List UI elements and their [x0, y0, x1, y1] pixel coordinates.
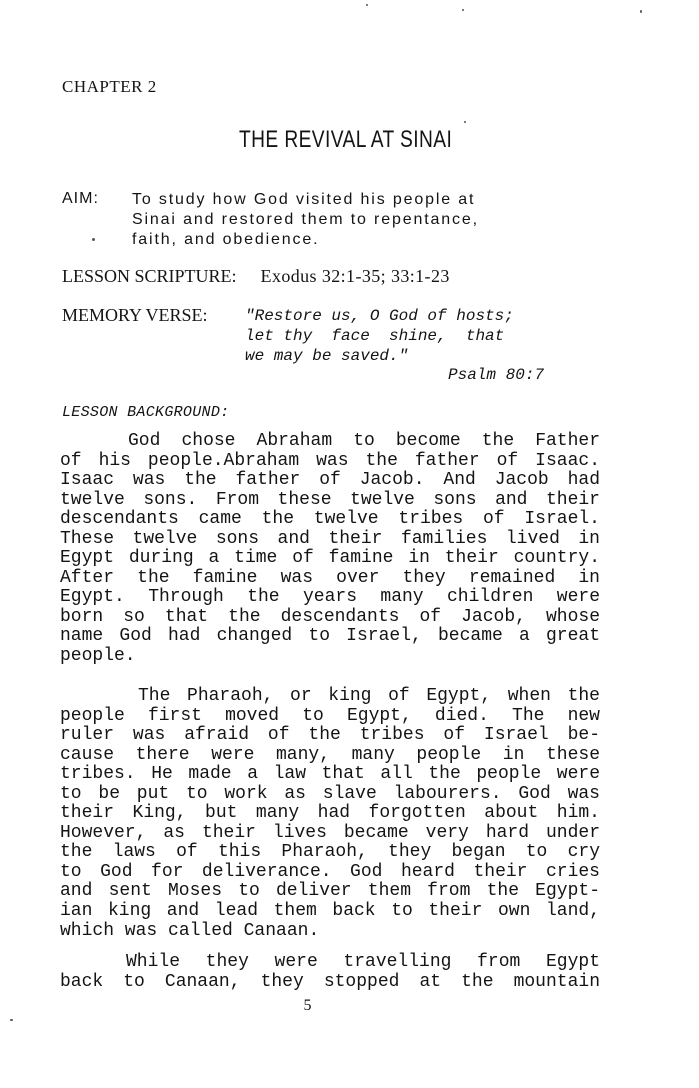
aim-label: AIM:	[62, 190, 99, 207]
chapter-label: CHAPTER 2	[62, 77, 157, 96]
aim-line: Sinai and restored them to repentance,	[132, 211, 479, 228]
background-paragraph	[60, 432, 600, 667]
background-paragraph	[60, 687, 600, 941]
paragraph-line: Egypt during a time of famine in their country.	[60, 548, 600, 569]
page-number: 5	[303, 997, 312, 1014]
paragraph-line: The Pharaoh, or king of Egypt, when the	[138, 686, 600, 706]
paragraph-line: and sent Moses to deliver them from the Egypt-	[60, 881, 600, 902]
lesson-scripture-reference: Exodus 32:1-35; 33:1-23	[260, 266, 450, 286]
scan-speck	[640, 10, 642, 13]
paragraph-line: back to Canaan, they stopped at the mountain	[60, 971, 600, 992]
scan-speck	[92, 238, 95, 241]
paragraph-line: descendants came the twelve tribes of Israel.	[60, 509, 600, 530]
paragraph-line: God chose Abraham to become the Father	[128, 431, 600, 451]
aim-line: faith, and obedience.	[132, 231, 320, 248]
paragraph-line: born so that the descendants of Jacob, whose	[60, 606, 600, 627]
aim-text	[132, 190, 582, 250]
memory-verse-line: we may be saved."	[245, 347, 409, 365]
paragraph-line: cause there were many, many people in these	[60, 744, 600, 765]
paragraph-line: people first moved to Egypt, died. The new	[60, 705, 600, 726]
paragraph-line: Isaac was the father of Jacob. And Jacob had	[60, 470, 600, 491]
paragraph-line: name God had changed to Israel, became a great	[60, 626, 600, 647]
paragraph-line: the laws of this Pharaoh, they began to cry	[60, 842, 600, 863]
paragraph-line: While they were travelling from Egypt	[126, 952, 600, 972]
paragraph-line: After the famine was over they remained in	[60, 567, 600, 588]
paragraph-line: their King, but many had forgotten about him.	[60, 803, 600, 824]
paragraph-line: to be put to work as slave labourers. God was	[60, 783, 600, 804]
paragraph-line: ruler was afraid of the tribes of Israel be-	[60, 725, 600, 746]
aim-line: To study how God visited his people at	[132, 191, 476, 208]
memory-verse-line: "Restore us, O God of hosts;	[245, 307, 514, 325]
scan-speck	[10, 1019, 13, 1021]
memory-verse-line: let thy face shine, that	[245, 327, 505, 345]
paragraph-line: ian king and lead them back to their own land,	[60, 901, 600, 922]
memory-verse-text	[245, 306, 565, 366]
paragraph-line: Egypt. Through the years many children were	[60, 587, 600, 608]
memory-verse-reference: Psalm 80:7	[448, 366, 545, 384]
lesson-background-heading: LESSON BACKGROUND:	[62, 404, 230, 421]
paragraph-line: people.	[60, 646, 136, 667]
chapter-title: THE REVIVAL AT SINAI	[238, 126, 453, 153]
paragraph-line: which was called Canaan.	[60, 920, 320, 941]
paragraph-line: to God for deliverance. God heard their cries	[60, 861, 600, 882]
memory-verse-label: MEMORY VERSE:	[62, 305, 208, 325]
paragraph-line: twelve sons. From these twelve sons and their	[60, 489, 600, 510]
background-paragraph	[60, 953, 600, 992]
scan-speck	[462, 9, 464, 11]
lesson-scripture	[62, 266, 450, 287]
paragraph-line: However, as their lives became very hard under	[60, 822, 600, 843]
lesson-scripture-label: LESSON SCRIPTURE:	[62, 266, 237, 286]
paragraph-line: of his people.Abraham was the father of Isaac.	[60, 450, 600, 471]
scan-speck	[366, 4, 368, 6]
scan-speck	[464, 121, 466, 123]
paragraph-line: These twelve sons and their families lived in	[60, 528, 600, 549]
paragraph-line: tribes. He made a law that all the people were	[60, 764, 600, 785]
